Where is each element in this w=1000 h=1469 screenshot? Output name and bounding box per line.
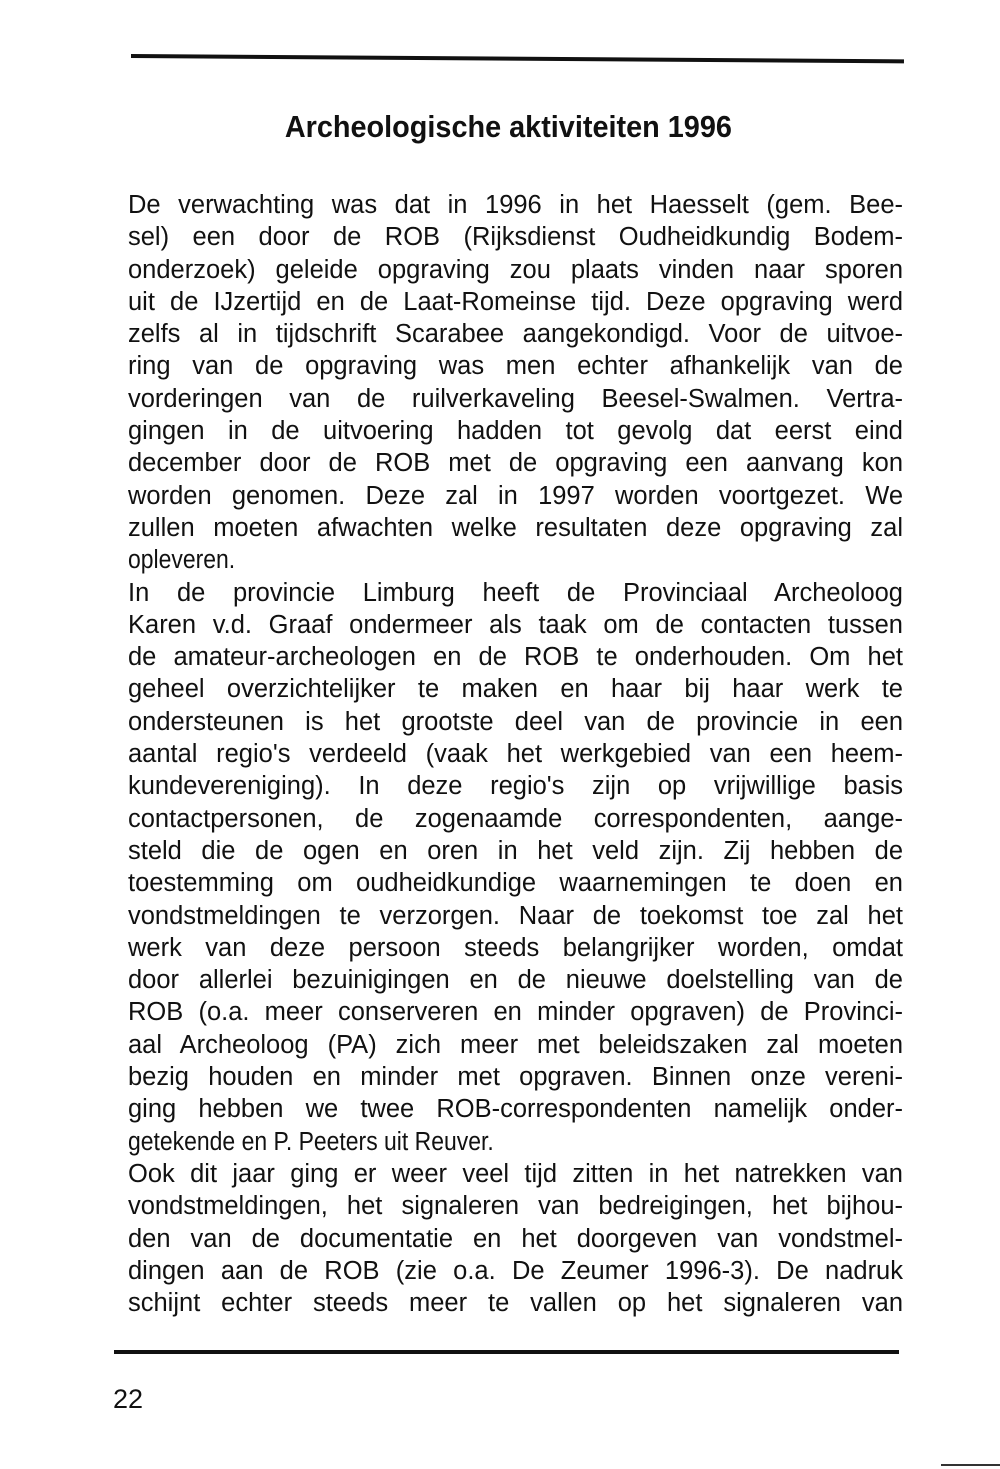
text-line: ging hebben we twee ROB-correspondenten namelijk onder- [128, 1095, 903, 1124]
text-line: vorderingen van de ruilverkaveling Beesel-Swalmen. Vertra- [128, 384, 903, 413]
article-body [128, 189, 903, 1319]
text-line: zullen moeten afwachten welke resultaten deze opgraving zal [128, 513, 903, 542]
page-title: Archeologische aktiviteiten 1996 [284, 108, 732, 144]
text-line: aantal regio's verdeeld (vaak het werkgebied van een heem- [128, 740, 903, 769]
text-line: opleveren. [128, 546, 236, 575]
text-line: worden genomen. Deze zal in 1997 worden voortgezet. We [128, 481, 903, 510]
scan-edge-mark [941, 1464, 1000, 1466]
text-line: geheel overzichtelijker te maken en haar bij haar werk te [128, 675, 903, 704]
text-line: schijnt echter steeds meer te vallen op het signaleren van [128, 1289, 903, 1318]
text-line: door allerlei bezuinigingen en de nieuwe doelstelling van de [128, 966, 903, 995]
top-rule [131, 54, 904, 63]
text-line: ROB (o.a. meer conserveren en minder opgraven) de Provinci- [128, 998, 903, 1027]
text-line: getekende en P. Peeters uit Reuver. [128, 1127, 494, 1156]
text-line: werk van deze persoon steeds belangrijker worden, omdat [128, 933, 903, 962]
text-line: bezig houden en minder met opgraven. Binnen onze vereni- [128, 1063, 903, 1092]
text-line: uit de IJzertijd en de Laat-Romeinse tijd. Deze opgraving werd [128, 287, 903, 316]
text-line: dingen aan de ROB (zie o.a. De Zeumer 1996-3). De nadruk [128, 1256, 903, 1285]
text-line: steld die de ogen en oren in het veld zijn. Zij hebben de [128, 836, 903, 865]
text-line: In de provincie Limburg heeft de Provinciaal Archeoloog [128, 578, 903, 607]
text-line: vondstmeldingen te verzorgen. Naar de toekomst toe zal het [128, 901, 903, 930]
text-line: den van de documentatie en het doorgeven van vondstmel- [128, 1224, 903, 1253]
text-line: Karen v.d. Graaf ondermeer als taak om de contacten tussen [128, 610, 903, 639]
text-line: de amateur-archeologen en de ROB te onderhouden. Om het [128, 643, 903, 672]
text-line: sel) een door de ROB (Rijksdienst Oudheidkundig Bodem- [128, 223, 903, 252]
text-line: ring van de opgraving was men echter afhankelijk van de [128, 352, 903, 381]
text-line: december door de ROB met de opgraving een aanvang kon [128, 449, 903, 478]
bottom-rule [114, 1350, 899, 1354]
text-line: onderzoek) geleide opgraving zou plaats vinden naar sporen [128, 255, 903, 284]
text-line: vondstmeldingen, het signaleren van bedreigingen, het bijhou- [128, 1192, 903, 1221]
text-line: contactpersonen, de zogenaamde correspondenten, aange- [128, 804, 903, 833]
text-line: ondersteunen is het grootste deel van de provincie in een [128, 707, 903, 736]
text-line: kundevereniging). In deze regio's zijn op vrijwillige basis [128, 772, 903, 801]
text-line: zelfs al in tijdschrift Scarabee aangekondigd. Voor de uitvoe- [128, 320, 903, 349]
text-line: toestemming om oudheidkundige waarnemingen te doen en [128, 869, 903, 898]
page-number: 22 [113, 1384, 144, 1414]
text-line: gingen in de uitvoering hadden tot gevolg dat eerst eind [128, 417, 903, 446]
text-line: aal Archeoloog (PA) zich meer met beleidszaken zal moeten [128, 1030, 903, 1059]
text-line: De verwachting was dat in 1996 in het Haesselt (gem. Bee- [128, 191, 903, 219]
text-line: Ook dit jaar ging er weer veel tijd zitten in het natrekken van [128, 1159, 903, 1188]
